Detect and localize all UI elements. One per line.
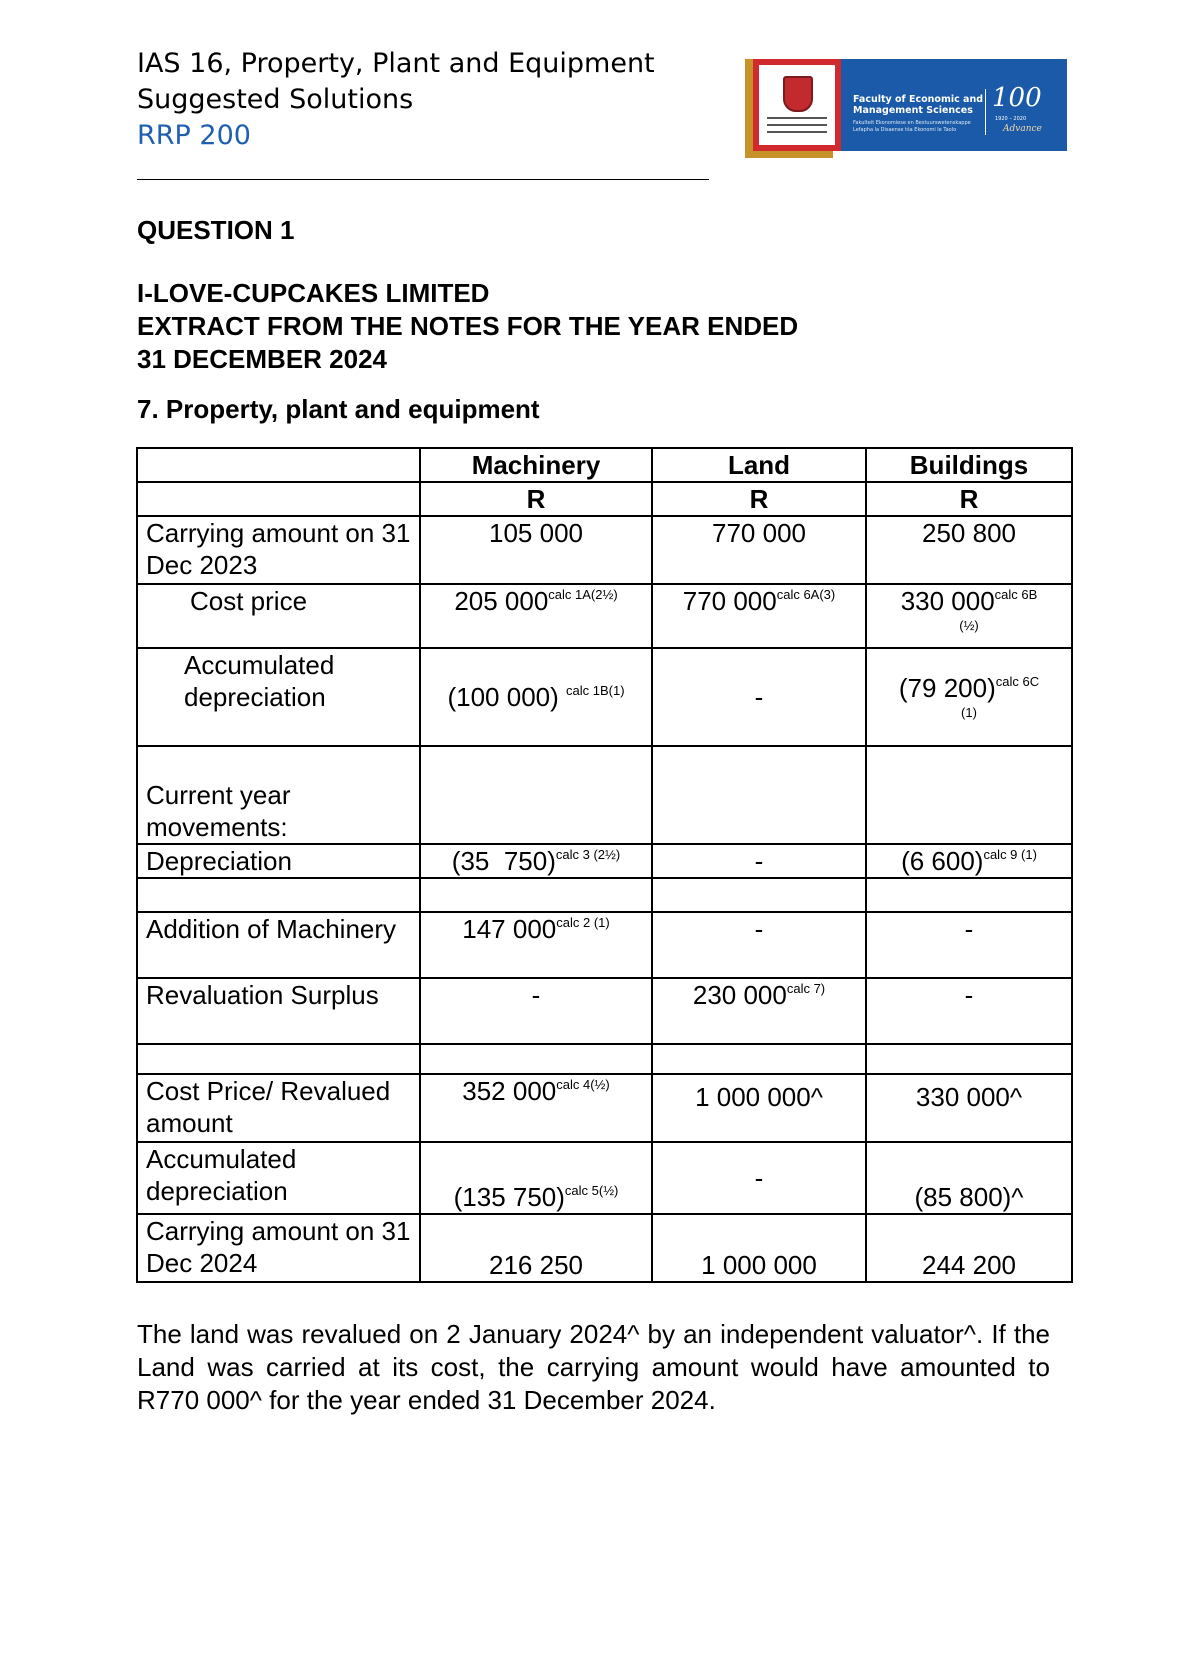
table-cell (652, 1044, 866, 1074)
cell-value: 770 000 (682, 586, 777, 616)
calc-reference: calc 6B (994, 587, 1038, 603)
table-spacer-row (137, 878, 1072, 912)
column-header-machinery: Machinery (420, 448, 652, 482)
table-cell (866, 584, 1072, 648)
table-row (137, 1214, 1072, 1282)
column-header-buildings: Buildings (866, 448, 1072, 482)
table-cell (420, 844, 652, 878)
currency-label: R (866, 482, 1072, 516)
crest-text-line (767, 117, 827, 119)
table-cell: - (652, 648, 866, 746)
currency-label: R (420, 482, 652, 516)
calc-reference: calc 3 (2½) (555, 847, 621, 863)
table-currency-row (137, 482, 1072, 516)
table-cell (420, 1044, 652, 1074)
question-heading: QUESTION 1 (137, 215, 295, 245)
calc-reference: calc 4(½) (556, 1077, 610, 1093)
extract-date: 31 DECEMBER 2024 (137, 344, 387, 374)
table-cell (866, 746, 1072, 844)
table-cell: (85 800)^ (866, 1142, 1072, 1214)
table-cell: 216 250 (420, 1214, 652, 1282)
table-cell (137, 878, 420, 912)
row-label: Carrying amount on 31 Dec 2024 (137, 1214, 420, 1282)
table-cell: - (866, 912, 1072, 978)
table-cell: 105 000 (420, 516, 652, 584)
ppe-table (136, 447, 1073, 1283)
table-header-row (137, 448, 1072, 482)
table-row (137, 844, 1072, 878)
cell-value: 352 000 (462, 1076, 557, 1106)
table-cell: 1 000 000^ (652, 1074, 866, 1142)
table-cell (652, 746, 866, 844)
row-label: Depreciation (137, 844, 420, 878)
table-cell (420, 584, 652, 648)
table-cell: 1 000 000 (652, 1214, 866, 1282)
cell-value: 205 000 (454, 586, 549, 616)
crest-text-line (767, 131, 827, 133)
faculty-name-line-1: Faculty of Economic and (853, 94, 984, 105)
calc-reference: calc 1A(2½) (548, 587, 618, 603)
table-spacer-row (137, 1044, 1072, 1074)
table-row (137, 1142, 1072, 1214)
row-label: Revaluation Surplus (137, 978, 420, 1044)
table-cell (420, 1142, 652, 1214)
table-cell (420, 746, 652, 844)
cell-value: (79 200) (898, 673, 996, 703)
table-cell (420, 912, 652, 978)
table-cell (137, 482, 420, 516)
table-cell (420, 648, 652, 746)
currency-label: R (652, 482, 866, 516)
calc-reference: calc 6C (995, 674, 1040, 690)
table-cell: - (652, 912, 866, 978)
table-cell (866, 878, 1072, 912)
crest-text-line (767, 124, 827, 126)
table-cell (420, 878, 652, 912)
table-cell (420, 1074, 652, 1142)
table-row (137, 912, 1072, 978)
calc-reference: calc 7) (786, 981, 826, 997)
row-label: Current year movements: (137, 746, 420, 844)
table-row (137, 746, 1072, 844)
university-crest-icon (783, 76, 813, 112)
calc-reference: calc 2 (1) (556, 915, 610, 931)
table-row (137, 516, 1072, 584)
table-row (137, 648, 1072, 746)
table-row (137, 584, 1072, 648)
table-cell (137, 1044, 420, 1074)
row-label: Accumulated depreciation (137, 648, 420, 746)
logo-tagline: Advance (1003, 124, 1042, 134)
calc-reference: calc 5(½) (564, 1183, 619, 1199)
centenary-years: 1920 – 2020 (995, 116, 1027, 122)
calc-reference: calc 6A(3) (776, 587, 836, 603)
table-cell: - (652, 1142, 866, 1214)
centenary-number: 100 (992, 83, 1042, 113)
header-divider (137, 179, 709, 180)
table-row (137, 1074, 1072, 1142)
company-heading (137, 277, 798, 376)
faculty-sub-line-2: Lefapha la Disaense tša Ekonomi le Taolo (853, 127, 957, 133)
company-name: I-LOVE-CUPCAKES LIMITED (137, 278, 490, 308)
column-header-land: Land (652, 448, 866, 482)
calc-reference: calc 1B(1) (566, 683, 625, 699)
header-line-1: IAS 16, Property, Plant and Equipment (137, 48, 655, 79)
row-label: Carrying amount on 31 Dec 2023 (137, 516, 420, 584)
faculty-sub-line-1: Fakulteit Ekonomiese en Bestuurswetenskappe (853, 120, 971, 126)
table-cell (866, 1044, 1072, 1074)
mark-allocation: (½) (959, 618, 979, 633)
row-label: Addition of Machinery (137, 912, 420, 978)
table-row (137, 978, 1072, 1044)
table-cell (652, 584, 866, 648)
revaluation-disclosure-paragraph: The land was revalued on 2 January 2024^ by an independent valuator^. If the Land was carried at its cost, the carrying amount would have amounted to R770 000^ for the year ended 31 December 2024. (137, 1319, 1050, 1415)
header-line-2: Suggested Solutions (137, 84, 414, 115)
table-cell: - (652, 844, 866, 878)
calc-reference: calc 9 (1) (983, 847, 1037, 863)
cell-value: (6 600) (901, 846, 984, 876)
faculty-subtitle (853, 120, 971, 134)
cell-value: (135 750) (453, 1182, 565, 1212)
note-title: 7. Property, plant and equipment (137, 394, 540, 424)
table-cell: 330 000^ (866, 1074, 1072, 1142)
row-label: Cost price (137, 584, 420, 648)
extract-title: EXTRACT FROM THE NOTES FOR THE YEAR ENDED (137, 311, 799, 341)
table-cell: 250 800 (866, 516, 1072, 584)
course-code: RRP 200 (137, 120, 251, 151)
faculty-name (853, 94, 983, 116)
row-label: Accumulated depreciation (137, 1142, 420, 1214)
cell-value: 147 000 (462, 914, 557, 944)
document-header (137, 46, 655, 154)
table-cell (652, 978, 866, 1044)
mark-allocation: (1) (961, 705, 977, 720)
row-label: Cost Price/ Revalued amount (137, 1074, 420, 1142)
faculty-logo (745, 59, 1067, 158)
logo-divider (985, 89, 986, 135)
table-cell (137, 448, 420, 482)
table-cell (866, 648, 1072, 746)
table-cell: - (866, 978, 1072, 1044)
table-cell: 244 200 (866, 1214, 1072, 1282)
cell-value: 230 000 (692, 980, 787, 1010)
cell-value: 330 000 (900, 586, 995, 616)
cell-value: (35 750) (451, 846, 556, 876)
table-cell: - (420, 978, 652, 1044)
table-cell (652, 878, 866, 912)
cell-value: (100 000) (447, 682, 566, 712)
table-cell (866, 844, 1072, 878)
table-cell: 770 000 (652, 516, 866, 584)
faculty-name-line-2: Management Sciences (853, 105, 973, 116)
